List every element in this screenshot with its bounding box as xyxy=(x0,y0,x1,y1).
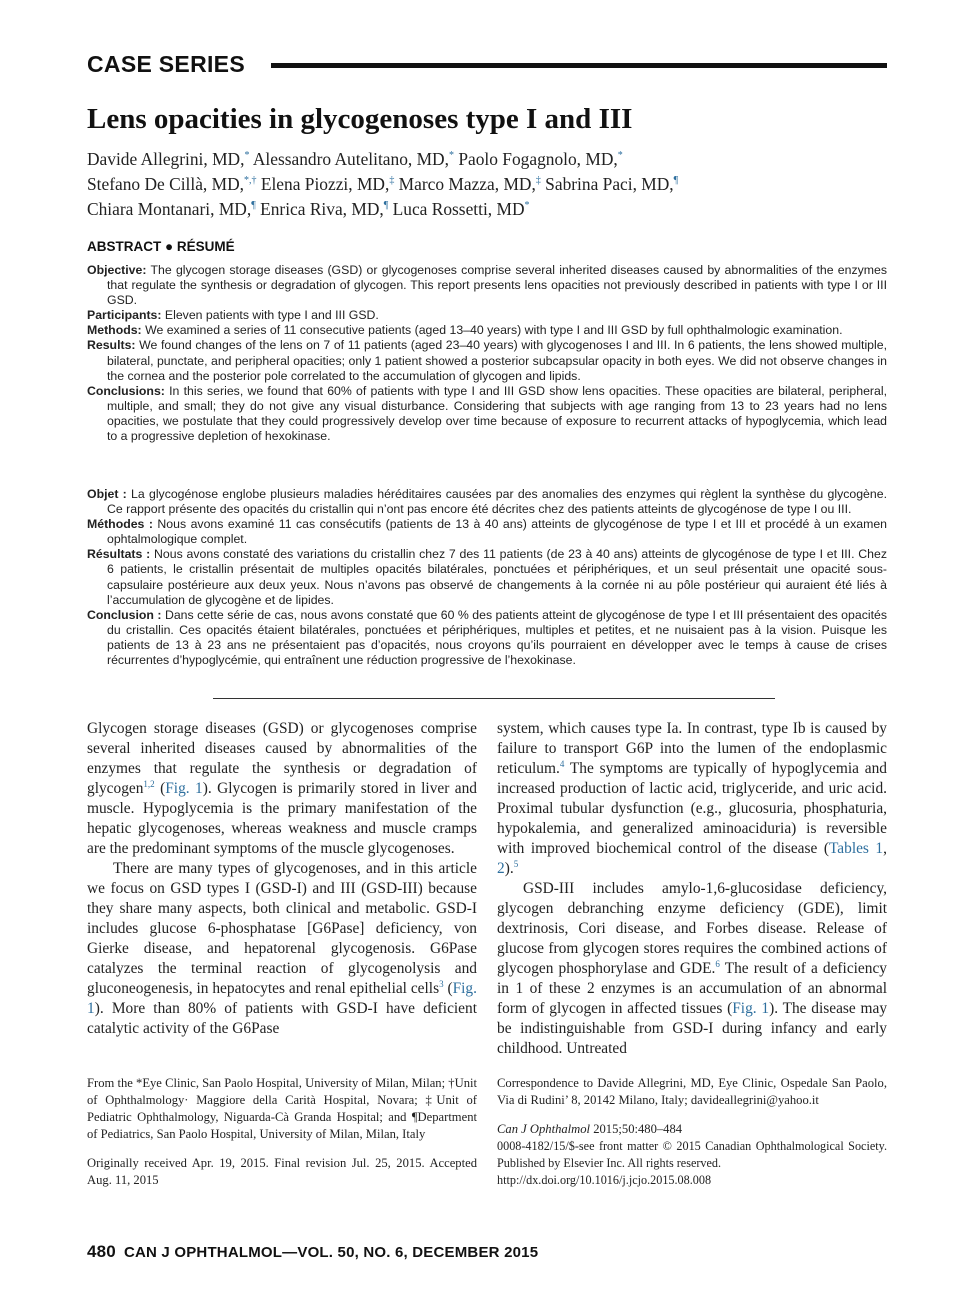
table-link[interactable]: Tables 1 xyxy=(828,840,884,857)
author[interactable]: Alessandro Autelitano, MD, xyxy=(252,149,449,169)
abstract-text: Dans cette série de cas, nous avons constaté que 60 % des patients atteint de glycogénose de type I et III présentaient des opacités du cristallin. Ces opacités étaient bilatérales, ponctuées et périphériques, multiples et petites, et ne nuisaient pas à la vision. Puisque les patients de 13 à 23 ans ne présentaient pas d’opacités, nous croyons qu’ils pourraient en développer avec le temps à cause de crises récurrentes d’hypoglycémie, qui entraînent une réduction progressive de l’hexokinase. xyxy=(107,607,887,668)
author[interactable]: Chiara Montanari, MD, xyxy=(87,199,252,219)
abstract-item xyxy=(87,547,887,607)
correspondence: Correspondence to Davide Allegrini, MD, Eye Clinic, Ospedale San Paolo, Via di Rudini’ 8, 20142 Milano, Italy; davideallegrini@yahoo.it xyxy=(497,1076,887,1107)
journal-info: CAN J OPHTHALMOL—VOL. 50, NO. 6, DECEMBER 2015 xyxy=(123,1244,539,1261)
abstract-text: We found changes of the lens on 7 of 11 patients (aged 23–40 years) with glycogenoses I and III. In 6 patients, the lens showed multiple, bilateral, punctate, and peripheral opacities; only 1 patient showed a posterior subcapsular opacity in both eyes. We did not observe changes in the cornea and the posterior pole correlated to the accumulation of glycogen and lipids. xyxy=(107,338,888,383)
abstract-text: Eleven patients with type I and III GSD. xyxy=(164,308,379,323)
abstract-label: Objet : xyxy=(87,487,127,501)
abstract-text: Nous avons examiné 11 cas consécutifs (patients de 13 à 40 ans) atteints de glycogénose de type I et III et procédé à un examen ophtalmologique complet. xyxy=(107,517,888,547)
author[interactable]: Marco Mazza, MD, xyxy=(398,174,536,194)
figure-link[interactable]: Fig. 1 xyxy=(165,780,203,797)
body-paragraph: Glycogen storage diseases (GSD) or glycogenoses comprise several inherited diseases caused by abnormalities of the enzymes that regulate the synthesis or degradation of glycogen$^{1,2}$ (Fig. 1). Glycogen is primarily stored in liver and muscle. Hypoglycemia is the primary manifestation of the hepatic glycogenoses, whereas weakness and muscle cramps are the predominant symptoms of the muscle glycogenoses. xyxy=(87,720,477,857)
doi-link[interactable]: http://dx.doi.org/10.1016/j.jcjo.2015.08.008 xyxy=(497,1173,712,1187)
body-column-left xyxy=(87,719,477,1039)
reference-link[interactable]: 3 xyxy=(439,979,444,989)
body-paragraph: There are many types of glycogenoses, and in this article we focus on GSD types I (GSD-I) and III (GSD-III) because they share many aspects, both clinical and metabolic. GSD-I includes glucose 6-phosphatase [G6Pase] deficiency, von Gierke disease, and hepatorenal glycogenosis. G6Pase catalyzes the terminal reaction of glycogenolysis and gluconeogenesis, in hepatocytes and renal epithelial cells$^3$ (Fig. 1). More than 80% of patients with GSD-I have deficient catalytic activity of the G6Pase xyxy=(87,860,477,1037)
reference-link[interactable]: 1,2 xyxy=(143,779,155,789)
affiliation-mark[interactable]: * xyxy=(524,200,530,211)
abstract-item xyxy=(87,263,887,308)
abstract-text: La glycogénose englobe plusieurs maladies héréditaires causées par des anomalies des enzymes qui règlent la synthèse du glycogène. Ce rapport présente des opacités du cristallin qui n’ont pas encore été décrites chez des patients atteints de glycogénose de type I ou III. xyxy=(107,487,887,517)
abstract-label: Résultats : xyxy=(87,547,151,562)
affiliation-mark[interactable]: ¶ xyxy=(673,175,679,186)
author[interactable]: Luca Rossetti, MD xyxy=(392,199,525,219)
abstract-text: The glycogen storage diseases (GSD) or glycogenoses comprise several inherited diseases caused by abnormalities of the enzymes that regulate the synthesis or degradation of glycogen. This report presents lens opacities not previously described in patients with type I or III GSD. xyxy=(107,263,887,308)
abstract-item xyxy=(87,608,887,668)
affiliation-mark[interactable]: * xyxy=(244,150,250,161)
abstract-label: Results: xyxy=(87,338,136,353)
body-paragraph: system, which causes type Ia. In contrast, type Ib is caused by failure to transport G6P into the lumen of the endoplasmic reticulum.$^4$ The symptoms are typically of hypoglycemia and increased production of lactic acid, triglyceride, and uric acid. Proximal tubular dysfunction (e.g., glucosuria, phosphaturia, hypokalemia, and generalized aminoaciduria) is reversible with improved biochemical control of the disease (Tables 1, 2).$^5$ xyxy=(497,720,887,877)
received-dates: Originally received Apr. 19, 2015. Final revision Jul. 25, 2015. Accepted Aug. 11, 2015 xyxy=(87,1156,477,1187)
citation: Can J Ophthalmol 2015;50:480–484 xyxy=(497,1122,683,1136)
page-number: 480 xyxy=(87,1242,116,1261)
table-link[interactable]: 2 xyxy=(497,860,505,877)
reference-link[interactable]: 5 xyxy=(513,859,519,869)
abstract-label: Methods: xyxy=(87,323,142,338)
abstract-label: Conclusion : xyxy=(87,607,162,622)
abstract-label: Participants: xyxy=(87,308,162,323)
abstract-heading: ABSTRACT ● RÉSUMÉ xyxy=(87,239,235,254)
author[interactable]: Davide Allegrini, MD, xyxy=(87,149,245,169)
abstract-divider xyxy=(213,698,775,699)
footnotes-right xyxy=(497,1075,887,1189)
footnotes-left xyxy=(87,1075,477,1189)
affiliations: From the *Eye Clinic, San Paolo Hospital, University of Milan, Milan; †Unit of Ophthalmology· Maggiore della Carità Hospital, Novara; ‡Unit of Pediatric Ophthalmology, Niguarda-Cà Granda Hospital; and ¶Department of Pediatrics, San Paolo Hospital, University of Milan, Milan, Italy xyxy=(87,1076,477,1141)
author[interactable]: Sabrina Paci, MD, xyxy=(545,174,674,194)
affiliation-mark[interactable]: ‡ xyxy=(389,175,395,186)
article-title: Lens opacities in glycogenoses type I and III xyxy=(87,103,633,135)
abstract-item xyxy=(87,338,887,383)
abstract-label: Conclusions: xyxy=(87,383,165,398)
abstract-text: Nous avons constaté des variations du cristallin chez 7 des 11 patients (de 23 à 40 ans) atteints de glycogénose de type I et III. Chez 6 patients, le cristallin présentait de multiples opacités bilatérales, ponctuées et périphériques, et un seul présentait une opacité sous-capsulaire postérieure aux deux yeux. Nous n’avons pas observé de changements à la cornée ni au pôle postérieur qui auraient été liés à l’accumulation de glycogène et de lipides. xyxy=(107,547,888,607)
body-paragraph: GSD-III includes amylo-1,6-glucosidase deficiency, glycogen debranching enzyme deficiency (GDE), limit dextrinosis, Cori disease, and Forbes disease. Release of glucose from glycogen stores requires the combined actions of glycogen phosphorylase and GDE.$^6$ The result of a deficiency in 1 of these 2 enzymes is an accumulation of an abnormal form of glycogen in affected tissues (Fig. 1). The disease may be indistinguishable from GSD-I during infancy and early childhood. Untreated xyxy=(497,880,888,1057)
copyright: 0008-4182/15/$-see front matter © 2015 Canadian Ophthalmological Society. Published by Elsevier Inc. All rights reserved. xyxy=(497,1139,887,1170)
author-list xyxy=(87,147,887,222)
figure-link[interactable]: Fig. 1 xyxy=(87,980,477,1017)
affiliation-mark[interactable]: * xyxy=(448,150,454,161)
affiliation-mark[interactable]: *,† xyxy=(243,175,257,186)
abstract-text: We examined a series of 11 consecutive patients (aged 13–40 years) with type I and III GSD by full ophthalmologic examination. xyxy=(145,323,843,338)
section-rule xyxy=(271,63,887,68)
abstract-text: In this series, we found that 60% of patients with type I and III GSD show lens opacities. These opacities are bilateral, peripheral, multiple, and small; they do not give any visual disturbance. Considering that subjects with age ranging from 13 to 23 years had no lens opacities, we postulate that they could progressively develop over time because of exposure to recurrent attacks of hypoglycemia, which lead to a progressive depletion of hexokinase. xyxy=(107,383,887,444)
abstract-english xyxy=(87,263,887,444)
abstract-item xyxy=(87,308,887,323)
page-footer xyxy=(87,1242,538,1262)
abstract-item xyxy=(87,323,887,338)
reference-link[interactable]: 4 xyxy=(559,759,565,769)
journal-abbrev: Can J Ophthalmol xyxy=(497,1122,591,1136)
abstract-item xyxy=(87,384,887,444)
reference-link[interactable]: 6 xyxy=(715,959,720,969)
figure-link[interactable]: Fig. 1 xyxy=(732,1000,770,1017)
body-column-right xyxy=(497,719,887,1059)
affiliation-mark[interactable]: ¶ xyxy=(383,200,389,211)
section-label: CASE SERIES xyxy=(87,51,245,77)
author[interactable]: Enrica Riva, MD, xyxy=(260,199,384,219)
affiliation-mark[interactable]: ¶ xyxy=(251,200,256,211)
author[interactable]: Elena Piozzi, MD, xyxy=(260,174,390,194)
author[interactable]: Paolo Fogagnolo, MD, xyxy=(458,149,618,169)
affiliation-mark[interactable]: ‡ xyxy=(535,175,541,186)
author[interactable]: Stefano De Cillà, MD, xyxy=(87,174,244,194)
abstract-item xyxy=(87,487,887,517)
abstract-label: Méthodes : xyxy=(87,517,153,532)
abstract-label: Objective: xyxy=(87,263,147,277)
abstract-item xyxy=(87,517,887,547)
affiliation-mark[interactable]: * xyxy=(617,150,623,161)
abstract-french xyxy=(87,487,887,668)
